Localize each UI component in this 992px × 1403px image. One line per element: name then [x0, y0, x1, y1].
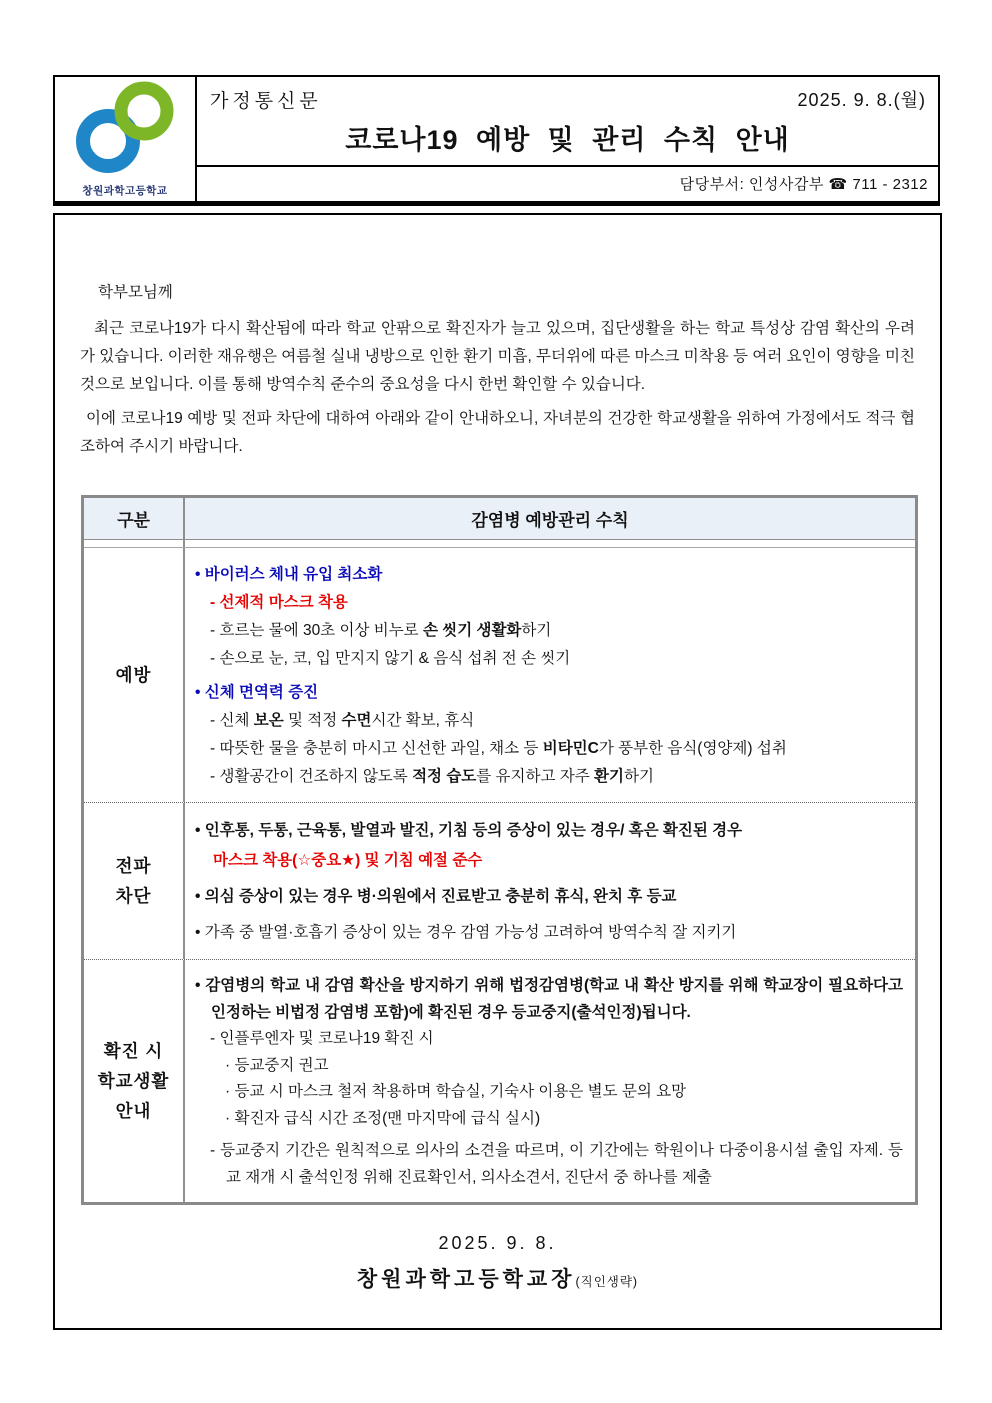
dept-info: 담당부서: 인성사감부 ☎ 711 - 2312	[197, 165, 938, 201]
header-date: 2025. 9. 8.(월)	[797, 90, 926, 110]
doc-type-label: 가정통신문	[210, 91, 322, 112]
row-label-line: 전파	[115, 856, 152, 876]
rule-line: - 생활공간이 건조하지 않도록 적정 습도를 유지하고 자주 환기하기	[210, 768, 654, 785]
page-title: 코로나19 예방 및 관리 수칙 안내	[345, 124, 790, 155]
content-frame	[53, 213, 942, 1330]
rule-line: · 등교중지 권고	[225, 1056, 329, 1074]
footer-date: 2025. 9. 8.	[438, 1233, 557, 1253]
signer-name	[80, 1263, 915, 1293]
rule-line: • 가족 중 발열·호흡기 증상이 있는 경우 감염 가능성 고려하여 방역수칙 잘 지키기	[195, 924, 737, 941]
table-header-category: 구분	[84, 498, 185, 539]
rule-line: • 신체 면역력 증진	[195, 684, 319, 701]
table-header-divider	[84, 540, 915, 548]
rule-line: - 신체 보온 및 적정 수면시간 확보, 휴식	[210, 712, 475, 729]
rule-line: - 손으로 눈, 코, 입 만지지 않기 & 음식 섭취 전 손 씻기	[210, 650, 571, 667]
paragraph-2: 이에 코로나19 예방 및 전파 차단에 대하여 아래와 같이 안내하오니, 자녀분의 건강한 학교생활을 위하여 가정에서도 적극 협조하여 주시기 바랍니다.	[80, 410, 915, 455]
table-row-confirmed	[84, 960, 915, 1202]
rule-line: 마스크 착용(☆중요★) 및 기침 예절 준수	[213, 852, 483, 869]
table-row-blocking	[84, 803, 915, 960]
signer-title: 창원과학고등학교장	[356, 1268, 576, 1291]
rule-line: • 감염병의 학교 내 감염 확산을 방지하기 위해 법정감염병(학교 내 확산 방지를 위해 학교장이 필요하다고 인정하는 비법정 감염병 포함)에 확진된 경우 등교중지(출석인정)됩니다.	[195, 977, 903, 1021]
table-header-rules: 감염병 예방관리 수칙	[471, 511, 629, 530]
header-top-row	[197, 77, 938, 113]
rule-line: - 등교중지 기간은 원칙적으로 의사의 소견을 따르며, 이 기간에는 학원이나 다중이용시설 출입 자제. 등교 재개 시 출석인정 위해 진료확인서, 의사소견서, 진단서 중 하나를 제출	[210, 1142, 903, 1186]
rule-line: - 흐르는 물에 30초 이상 비누로 손 씻기 생활화하기	[210, 622, 552, 639]
row-label	[84, 548, 185, 802]
row-content	[185, 960, 915, 1202]
school-logo	[55, 77, 197, 201]
rule-line: · 확진자 급식 시간 조정(맨 마지막에 급식 실시)	[225, 1109, 541, 1127]
rule-line: • 인후통, 두통, 근육통, 발열과 발진, 기침 등의 증상이 있는 경우/ 혹은 확진된 경우	[195, 822, 743, 839]
divider-cell	[84, 540, 185, 547]
row-label	[84, 960, 185, 1202]
row-label-line: 확진 시	[103, 1041, 164, 1061]
school-logo-text: 창원과학고등학교	[82, 185, 168, 197]
divider-cell	[185, 540, 915, 547]
rule-line: - 따뜻한 물을 충분히 마시고 신선한 과일, 채소 등 비타민C가 풍부한 음식(영양제) 섭취	[210, 740, 787, 757]
row-label-line: 차단	[115, 886, 152, 906]
signer-note: (직인생략)	[575, 1275, 639, 1289]
rule-line: · 등교 시 마스크 철저 착용하며 학습실, 기숙사 이용은 별도 문의 요망	[225, 1083, 687, 1100]
table-header-row	[84, 498, 915, 540]
row-content	[185, 548, 915, 802]
rule-line: • 의심 증상이 있는 경우 병·의원에서 진료받고 충분히 휴식, 완치 후 등교	[195, 888, 677, 905]
row-label-line: 학교생활	[97, 1071, 170, 1091]
rule-line: • 바이러스 체내 유입 최소화	[195, 566, 383, 583]
header-right	[197, 77, 938, 201]
row-content	[185, 803, 915, 959]
row-label-line: 예방	[115, 665, 152, 685]
paragraph-1: 최근 코로나19가 다시 확산됨에 따라 학교 안팎으로 확진자가 늘고 있으며, 집단생활을 하는 학교 특성상 감염 확산의 우려가 있습니다. 이러한 재유행은 여름철 실내 냉방으로 인한 환기 미흡, 무더위에 따른 마스크 미착용 등 여러 요인이 영향을 미친 것으로 보입니다. 이를 통해 방역수칙 준수의 중요성을 다시 한번 확인할 수 있습니다.	[80, 320, 915, 393]
school-logo-rings-icon	[67, 81, 183, 184]
greeting: 학부모님께	[98, 284, 173, 301]
header	[53, 75, 940, 206]
row-label	[84, 803, 185, 959]
row-label-line: 안내	[115, 1101, 152, 1121]
rule-line: - 인플루엔자 및 코로나19 확진 시	[210, 1030, 434, 1047]
rule-line: - 선제적 마스크 착용	[210, 594, 348, 611]
rules-table	[81, 495, 918, 1205]
table-row-prevention	[84, 548, 915, 803]
